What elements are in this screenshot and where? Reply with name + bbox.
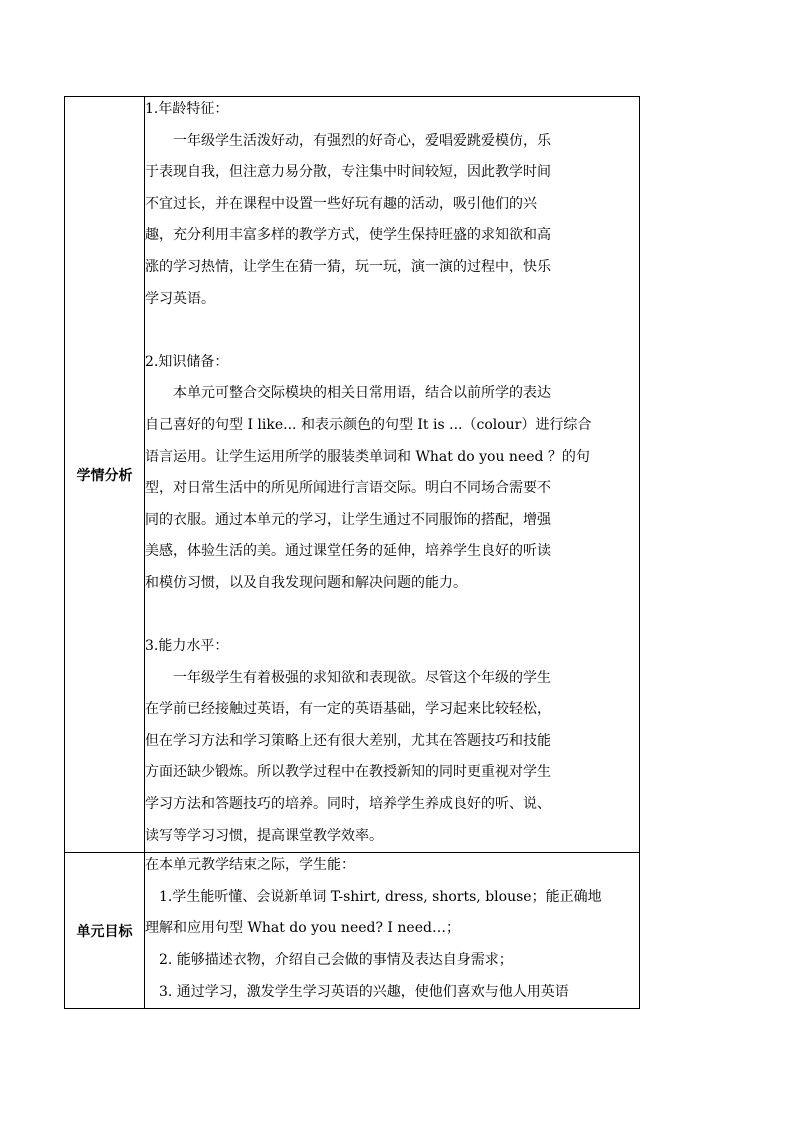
- table-row: [65, 853, 640, 1009]
- section-heading: 1.年龄特征：: [145, 101, 229, 117]
- lesson-plan-table: [64, 96, 640, 1009]
- paragraph-line: 涨的学习热情，让学生在猜一猜，玩一玩，演一演的过程中，快乐: [145, 258, 551, 275]
- paragraph-line: 和模仿习惯，以及自我发现问题和解决问题的能力。: [145, 574, 467, 591]
- row-label-goals: 单元目标: [65, 853, 145, 1009]
- paragraph-line: 不宜过长，并在课程中设置一些好玩有趣的活动，吸引他们的兴: [145, 195, 537, 212]
- paragraph-line: 在学前已经接触过英语，有一定的英语基础，学习起来比较轻松，: [145, 701, 551, 718]
- section-heading: 2.知识储备：: [145, 353, 229, 370]
- paragraph-line: 语言运用。让学生运用所学的服装类单词和 What do you need ？的句: [145, 448, 590, 465]
- paragraph-line: 于表现自我，但注意力易分散，专注集中时间较短，因此教学时间: [145, 164, 551, 181]
- paragraph-line: 同的衣服。通过本单元的学习，让学生通过不同服饰的搭配，增强: [145, 511, 551, 528]
- blank-line: [145, 315, 639, 347]
- paragraph-line: 本单元可整合交际模块的相关日常用语，结合以前所学的表达: [173, 385, 551, 402]
- paragraph-line: 方面还缺少锻炼。所以教学过程中在教授新知的同时更重视对学生: [145, 764, 551, 781]
- paragraph-line: 自己喜好的句型 I like... 和表示颜色的句型 It is ...（colour）进行综合: [145, 416, 592, 433]
- goals-content: [145, 853, 640, 1009]
- paragraph-line: 读写等学习习惯，提高课堂教学效率。: [145, 827, 383, 844]
- paragraph-line: 一年级学生活泼好动，有强烈的好奇心，爱唱爱跳爱模仿，乐: [173, 132, 551, 149]
- paragraph-line: 学习英语。: [145, 290, 215, 307]
- paragraph-line: 一年级学生有着极强的求知欲和表现欲。尽管这个年级的学生: [173, 669, 551, 686]
- goal-line: 1.学生能听懂、会说新单词 T-shirt, dress, shorts, blouse；能正确地: [159, 888, 602, 905]
- goal-line: 理解和应用句型 What do you need? I need…；: [145, 920, 460, 937]
- paragraph-line: 趣，充分利用丰富多样的教学方式，使学生保持旺盛的求知欲和高: [145, 227, 551, 244]
- section-heading: 3.能力水平：: [145, 638, 229, 655]
- paragraph-line: 学习方法和答题技巧的培养。同时，培养学生养成良好的听、说、: [145, 796, 551, 813]
- paragraph-line: 型，对日常生活中的所见所闻进行言语交际。明白不同场合需要不: [145, 480, 551, 497]
- row-label-analysis: 学情分析: [65, 97, 145, 853]
- analysis-content: [145, 97, 640, 853]
- blank-line: [145, 600, 639, 632]
- paragraph-line: 美感，体验生活的美。通过课堂任务的延伸，培养学生良好的听读: [145, 543, 551, 560]
- goals-intro: 在本单元教学结束之际，学生能：: [145, 857, 355, 874]
- goal-line: 3. 通过学习，激发学生学习英语的兴趣，使他们喜欢与他人用英语: [159, 983, 569, 1000]
- table-row: [65, 97, 640, 853]
- paragraph-line: 但在学习方法和学习策略上还有很大差别，尤其在答题技巧和技能: [145, 732, 551, 749]
- goal-line: 2. 能够描述衣物，介绍自己会做的事情及表达自身需求；: [159, 952, 513, 969]
